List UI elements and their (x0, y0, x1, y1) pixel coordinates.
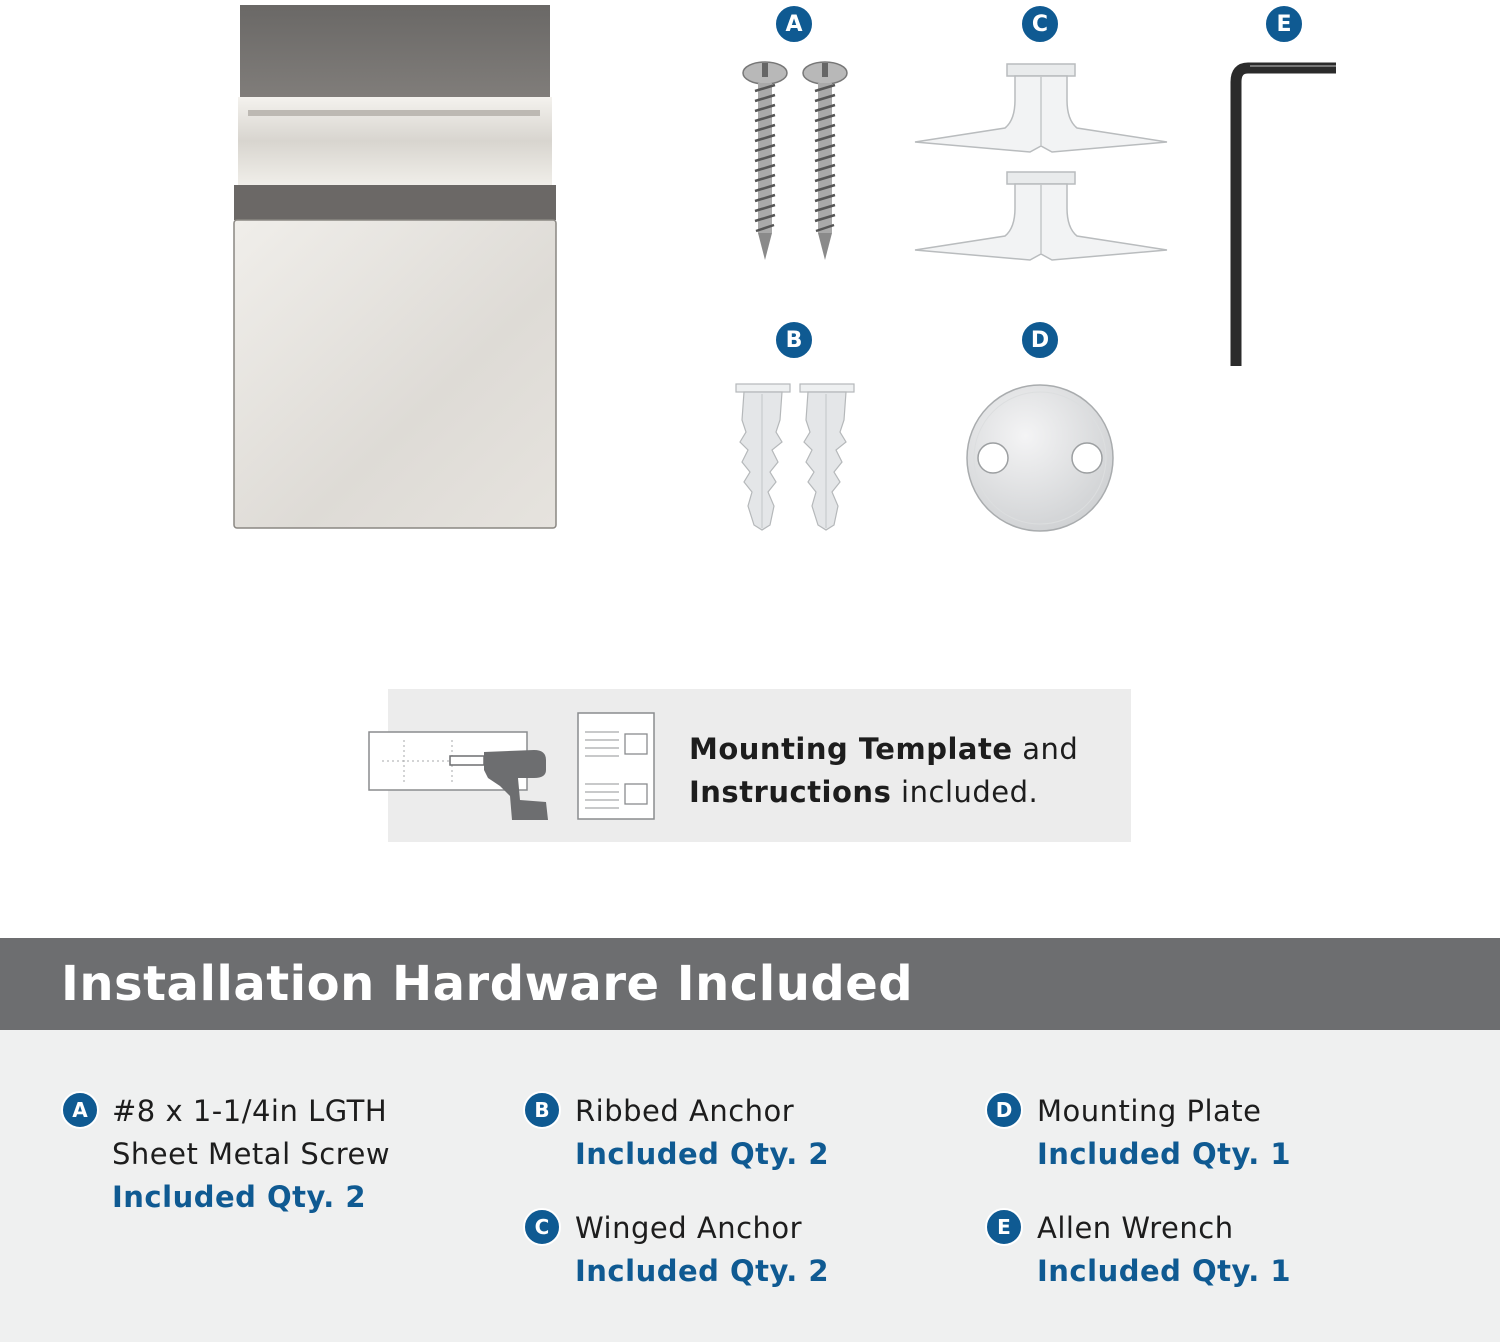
item-a-text (112, 1090, 390, 1219)
item-d-name: Mounting Plate (1037, 1094, 1262, 1128)
item-e-name: Allen Wrench (1037, 1211, 1234, 1245)
item-b-text (575, 1090, 829, 1176)
item-c-badge: C (523, 1208, 561, 1246)
item-d-qty: Included Qty. 1 (1037, 1137, 1292, 1171)
item-a-name-line1: #8 x 1-1/4in LGTH (112, 1094, 388, 1128)
part-c-badge: C (1020, 4, 1060, 44)
hook-product-image (228, 0, 563, 535)
item-b-name: Ribbed Anchor (575, 1094, 795, 1128)
part-d-badge: D (1020, 320, 1060, 360)
item-b-qty: Included Qty. 2 (575, 1137, 830, 1171)
item-d-badge: D (985, 1091, 1023, 1129)
item-e-badge: E (985, 1208, 1023, 1246)
item-a-qty: Included Qty. 2 (112, 1180, 367, 1214)
item-c-text (575, 1207, 829, 1293)
allen-wrench-image (1228, 60, 1340, 372)
mounting-plate-image (962, 380, 1118, 536)
winged-anchors-image (910, 60, 1172, 270)
part-b-badge: B (774, 320, 814, 360)
item-a-name-line2: Sheet Metal Screw (112, 1137, 391, 1171)
banner-line2-rest: included. (891, 775, 1039, 809)
item-c-name: Winged Anchor (575, 1211, 803, 1245)
banner-line2-bold: Instructions (689, 775, 892, 809)
banner-text (689, 728, 1078, 814)
item-c-qty: Included Qty. 2 (575, 1254, 830, 1288)
banner-line1-rest: and (1012, 732, 1079, 766)
item-d-text (1037, 1090, 1291, 1176)
item-e-qty: Included Qty. 1 (1037, 1254, 1292, 1288)
ribbed-anchors-image (732, 380, 860, 535)
section-title: Installation Hardware Included (61, 956, 914, 1012)
drill-template-icon (368, 730, 558, 825)
instructions-icon (575, 710, 659, 822)
screws-image (735, 55, 855, 265)
part-a-badge: A (774, 4, 814, 44)
part-e-badge: E (1264, 4, 1304, 44)
banner-line1-bold: Mounting Template (689, 732, 1013, 766)
item-e-text (1037, 1207, 1291, 1293)
item-b-badge: B (523, 1091, 561, 1129)
item-a-badge: A (61, 1091, 99, 1129)
